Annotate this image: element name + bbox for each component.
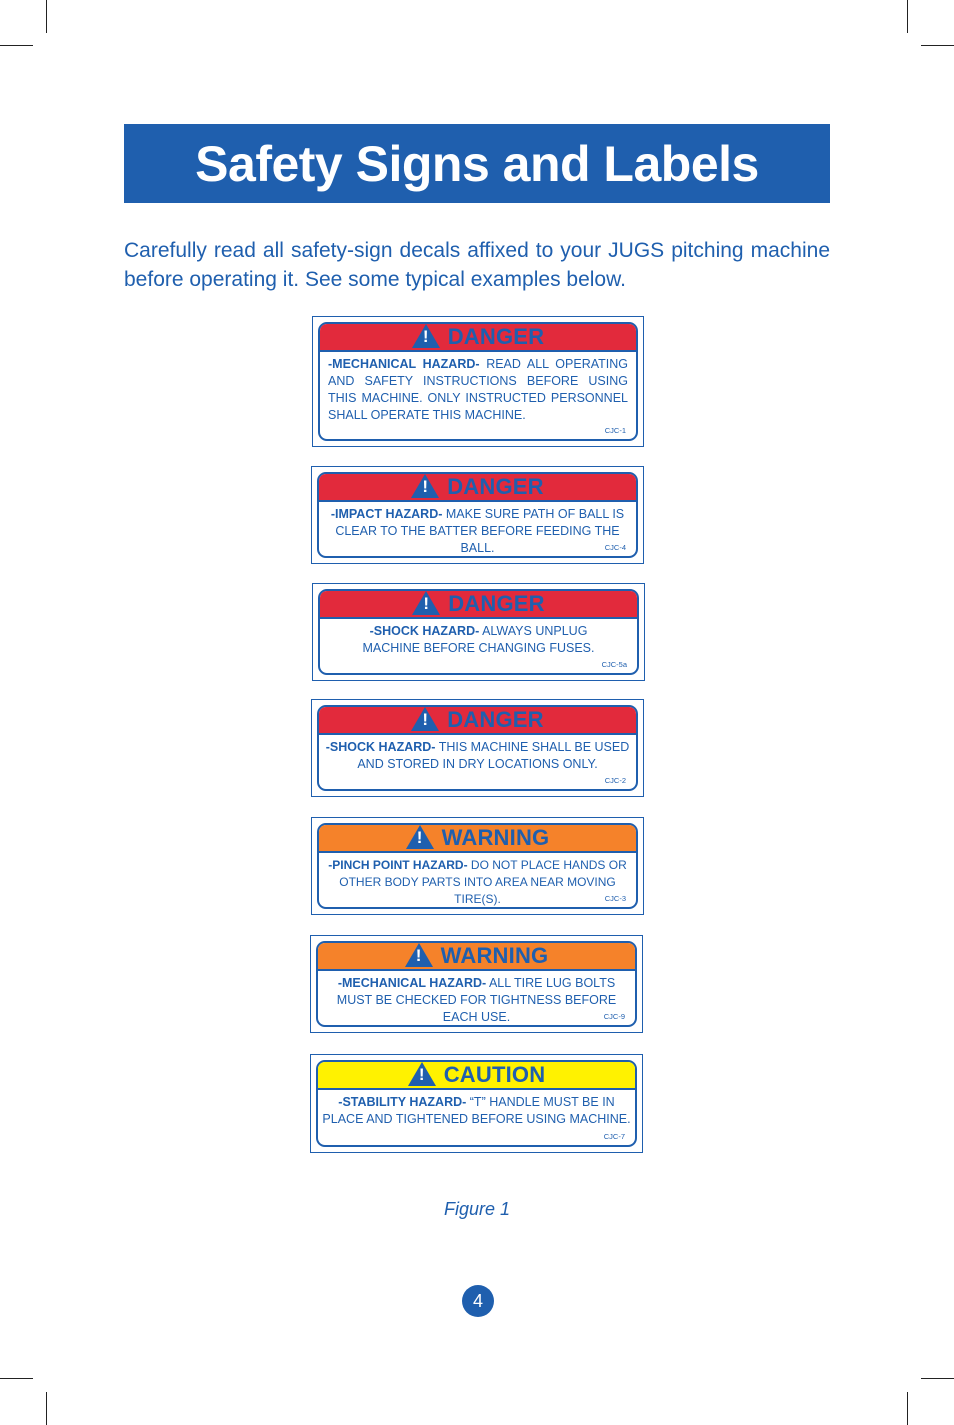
hazard-instruction: READ ALL OPERATING AND SAFETY INSTRUCTIONS BEFORE USING THIS MACHINE. ONLY INSTRUCTED PERSONNEL SHALL OPERATE THIS MACHINE. xyxy=(328,357,628,422)
intro-paragraph: Carefully read all safety-sign decals affixed to your JUGS pitching machine before operating it. See some typical examples below. xyxy=(124,239,830,291)
label-code: CJC-4 xyxy=(604,543,626,552)
label-text xyxy=(320,352,636,424)
crop-mark xyxy=(907,0,908,33)
label-text xyxy=(318,1090,635,1128)
signal-word: DANGER xyxy=(447,324,545,349)
hazard-type: -MECHANICAL HAZARD- xyxy=(337,976,487,990)
crop-mark xyxy=(46,0,47,33)
label-text xyxy=(319,502,636,557)
crop-mark xyxy=(0,45,33,46)
safety-label-cjc-7 xyxy=(310,1054,643,1153)
safety-label-cjc-3 xyxy=(311,817,644,915)
label-code: CJC-5a xyxy=(601,660,627,669)
signal-word: DANGER xyxy=(447,474,544,499)
warning-triangle-icon: ! xyxy=(411,474,439,498)
warning-triangle-icon: ! xyxy=(411,707,439,731)
signal-word: DANGER xyxy=(448,591,545,616)
signal-word: WARNING xyxy=(441,825,550,850)
crop-mark xyxy=(921,45,954,46)
label-code: CJC-1 xyxy=(604,426,626,435)
crop-mark xyxy=(46,1392,47,1425)
safety-label-cjc-4 xyxy=(311,466,644,564)
title-banner xyxy=(124,124,830,203)
hazard-type: -STABILITY HAZARD- xyxy=(338,1095,467,1109)
safety-label-cjc-2 xyxy=(311,699,644,797)
danger-header xyxy=(319,474,636,502)
crop-mark xyxy=(0,1378,33,1379)
hazard-instruction: ALL TIRE LUG BOLTS MUST BE CHECKED FOR TIGHTNESS BEFORE EACH USE. xyxy=(336,976,617,1024)
safety-label-cjc-9 xyxy=(310,935,643,1033)
hazard-type: -PINCH POINT HAZARD- xyxy=(328,858,468,872)
hazard-type: -SHOCK HAZARD- xyxy=(369,624,480,638)
label-text xyxy=(318,971,635,1026)
danger-header xyxy=(319,707,636,735)
hazard-instruction: THIS MACHINE SHALL BE USED AND STORED IN DRY LOCATIONS ONLY. xyxy=(357,740,630,771)
hazard-instruction: DO NOT PLACE HANDS OR OTHER BODY PARTS INTO AREA NEAR MOVING TIRE(S). xyxy=(339,858,627,906)
crop-mark xyxy=(921,1378,954,1379)
label-code: CJC-3 xyxy=(604,894,626,903)
warning-header xyxy=(319,825,636,853)
signal-word: CAUTION xyxy=(443,1062,546,1087)
caution-header xyxy=(318,1062,635,1090)
page-number-badge: 4 xyxy=(462,1285,494,1317)
hazard-instruction: ALWAYS UNPLUG MACHINE BEFORE CHANGING FUSES. xyxy=(362,624,595,655)
figure-caption: Figure 1 xyxy=(443,1199,511,1219)
page-title: Safety Signs and Labels xyxy=(195,135,759,192)
hazard-instruction: “T” HANDLE MUST BE IN PLACE AND TIGHTENED BEFORE USING MACHINE. xyxy=(322,1095,631,1126)
hazard-type: -IMPACT HAZARD- xyxy=(330,507,443,521)
danger-header xyxy=(320,324,636,352)
safety-label-cjc-5a xyxy=(312,583,645,681)
label-text xyxy=(320,619,637,657)
signal-word: DANGER xyxy=(447,707,544,732)
warning-header xyxy=(318,943,635,971)
danger-header xyxy=(320,591,637,619)
warning-triangle-icon: ! xyxy=(406,825,434,849)
signal-word: WARNING xyxy=(440,943,549,968)
hazard-type: -SHOCK HAZARD- xyxy=(325,740,436,754)
safety-label-cjc-1 xyxy=(312,316,644,447)
label-code: CJC-9 xyxy=(603,1012,625,1021)
warning-triangle-icon: ! xyxy=(408,1062,436,1086)
warning-triangle-icon: ! xyxy=(412,591,440,615)
hazard-instruction: MAKE SURE PATH OF BALL IS CLEAR TO THE BATTER BEFORE FEEDING THE BALL. xyxy=(335,507,625,555)
label-code: CJC-7 xyxy=(603,1132,625,1141)
warning-triangle-icon: ! xyxy=(412,324,440,348)
hazard-type: -MECHANICAL HAZARD- xyxy=(328,357,480,371)
crop-mark xyxy=(907,1392,908,1425)
label-text xyxy=(319,853,636,908)
label-code: CJC-2 xyxy=(604,776,626,785)
label-text xyxy=(319,735,636,773)
warning-triangle-icon: ! xyxy=(405,943,433,967)
